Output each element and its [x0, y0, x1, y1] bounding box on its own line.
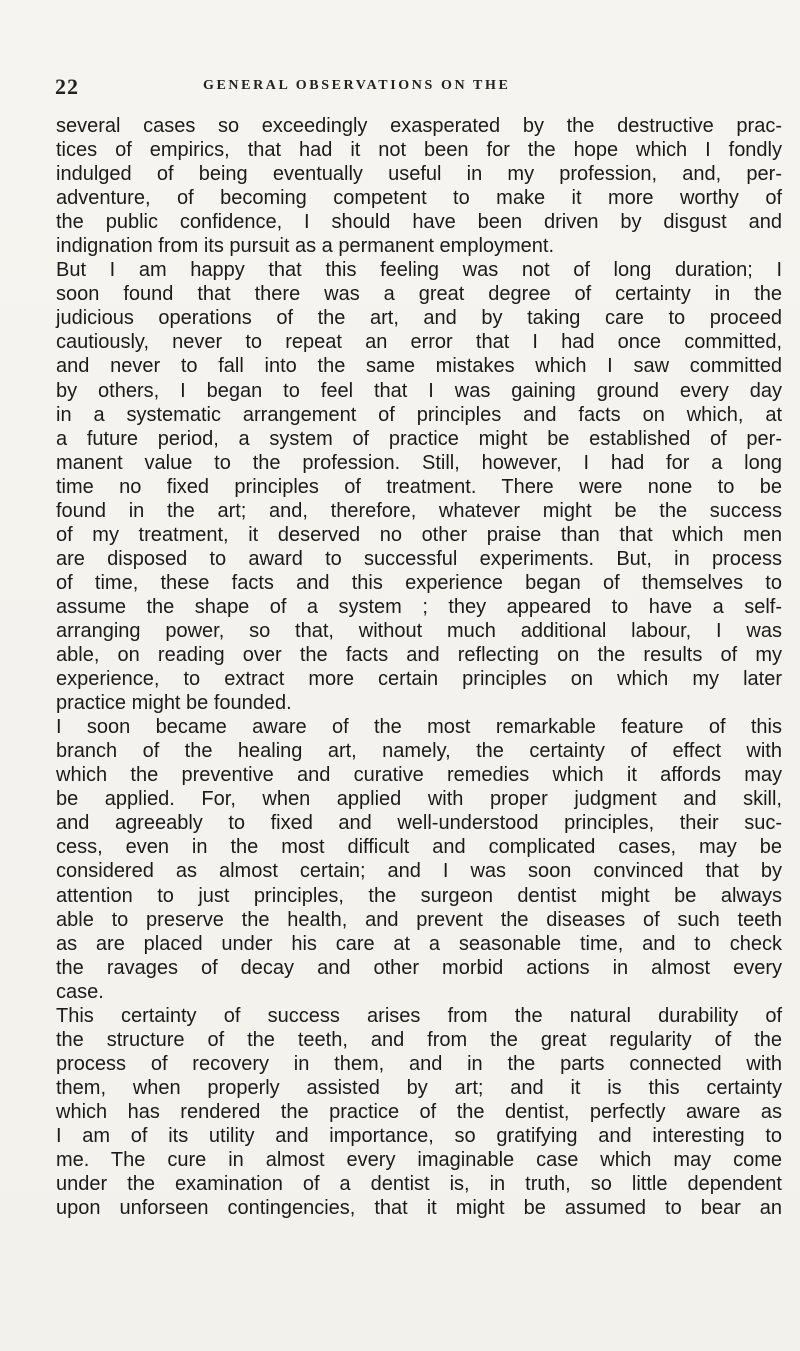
running-title: GENERAL OBSERVATIONS ON THE — [203, 78, 511, 93]
text-line: found in the art; and, therefore, whatever might be the success — [56, 499, 782, 522]
text-line: soon found that there was a great degree of certainty in the — [56, 283, 782, 306]
text-line: be applied. For, when applied with proper judgment and skill, — [56, 788, 782, 811]
text-line: indulged of being eventually useful in my profession, and, per- — [56, 163, 782, 186]
text-line: and never to fall into the same mistakes which I saw committed — [56, 355, 782, 378]
text-line: of my treatment, it deserved no other praise than that which men — [56, 523, 782, 546]
text-line: time no fixed principles of treatment. There were none to be — [56, 475, 782, 498]
text-line: which the preventive and curative remedies which it affords may — [56, 764, 782, 787]
text-line: process of recovery in them, and in the parts connected with — [56, 1052, 782, 1075]
text-line: which has rendered the practice of the dentist, perfectly aware as — [56, 1100, 782, 1123]
text-line: arranging power, so that, without much additional labour, I was — [56, 619, 782, 642]
paragraph-1 — [56, 114, 782, 258]
text-line: cess, even in the most difficult and complicated cases, may be — [56, 836, 782, 859]
text-line: upon unforseen contingencies, that it might be assumed to bear an — [56, 1197, 782, 1220]
text-line: I soon became aware of the most remarkable feature of this — [56, 716, 782, 739]
text-line: considered as almost certain; and I was soon convinced that by — [56, 860, 782, 883]
text-line: practice might be founded. — [56, 692, 292, 715]
body-text — [56, 114, 782, 1220]
text-line: cautiously, never to repeat an error that I had once committed, — [56, 331, 782, 354]
text-line: able to preserve the health, and prevent the diseases of such teeth — [56, 908, 782, 931]
text-line: attention to just principles, the surgeon dentist might be always — [56, 884, 782, 907]
text-line: as are placed under his care at a seasonable time, and to check — [56, 932, 782, 955]
text-line: assume the shape of a system ; they appeared to have a self- — [56, 595, 782, 618]
text-line: I am of its utility and importance, so gratifying and interesting to — [56, 1124, 782, 1147]
text-line: judicious operations of the art, and by taking care to proceed — [56, 307, 782, 330]
text-line: are disposed to award to successful experiments. But, in process — [56, 547, 782, 570]
text-line: This certainty of success arises from the natural durability of — [56, 1004, 782, 1027]
text-line: by others, I began to feel that I was gaining ground every day — [56, 379, 782, 402]
text-line: and agreeably to fixed and well-understood principles, their suc- — [56, 812, 782, 835]
text-line: the structure of the teeth, and from the great regularity of the — [56, 1028, 782, 1051]
text-line: experience, to extract more certain principles on which my later — [56, 668, 782, 691]
text-line: a future period, a system of practice might be established of per- — [56, 427, 782, 450]
text-line: But I am happy that this feeling was not of long duration; I — [56, 259, 782, 282]
text-line: in a systematic arrangement of principles and facts on which, at — [56, 403, 782, 426]
text-line: of time, these facts and this experience began of themselves to — [56, 571, 782, 594]
paragraph-4 — [56, 1004, 782, 1220]
text-line: branch of the healing art, namely, the certainty of effect with — [56, 740, 782, 763]
text-line: indignation from its pursuit as a permanent employment. — [56, 235, 555, 258]
text-line: under the examination of a dentist is, in truth, so little dependent — [56, 1173, 782, 1196]
paragraph-3 — [56, 715, 782, 1004]
text-line: case. — [56, 980, 104, 1003]
page-number: 22 — [55, 74, 79, 99]
text-line: the public confidence, I should have been driven by disgust and — [56, 211, 782, 234]
text-line: the ravages of decay and other morbid actions in almost every — [56, 956, 782, 979]
text-line: several cases so exceedingly exasperated by the destructive prac- — [56, 115, 782, 137]
text-line: tices of empirics, that had it not been for the hope which I fondly — [56, 139, 782, 162]
running-head — [55, 74, 785, 102]
text-line: able, on reading over the facts and reflecting on the results of my — [56, 644, 782, 667]
text-line: them, when properly assisted by art; and it is this certainty — [56, 1076, 782, 1099]
text-line: adventure, of becoming competent to make it more worthy of — [56, 187, 782, 210]
paragraph-2 — [56, 258, 782, 715]
text-line: me. The cure in almost every imaginable case which may come — [56, 1149, 782, 1172]
text-line: manent value to the profession. Still, however, I had for a long — [56, 451, 782, 474]
